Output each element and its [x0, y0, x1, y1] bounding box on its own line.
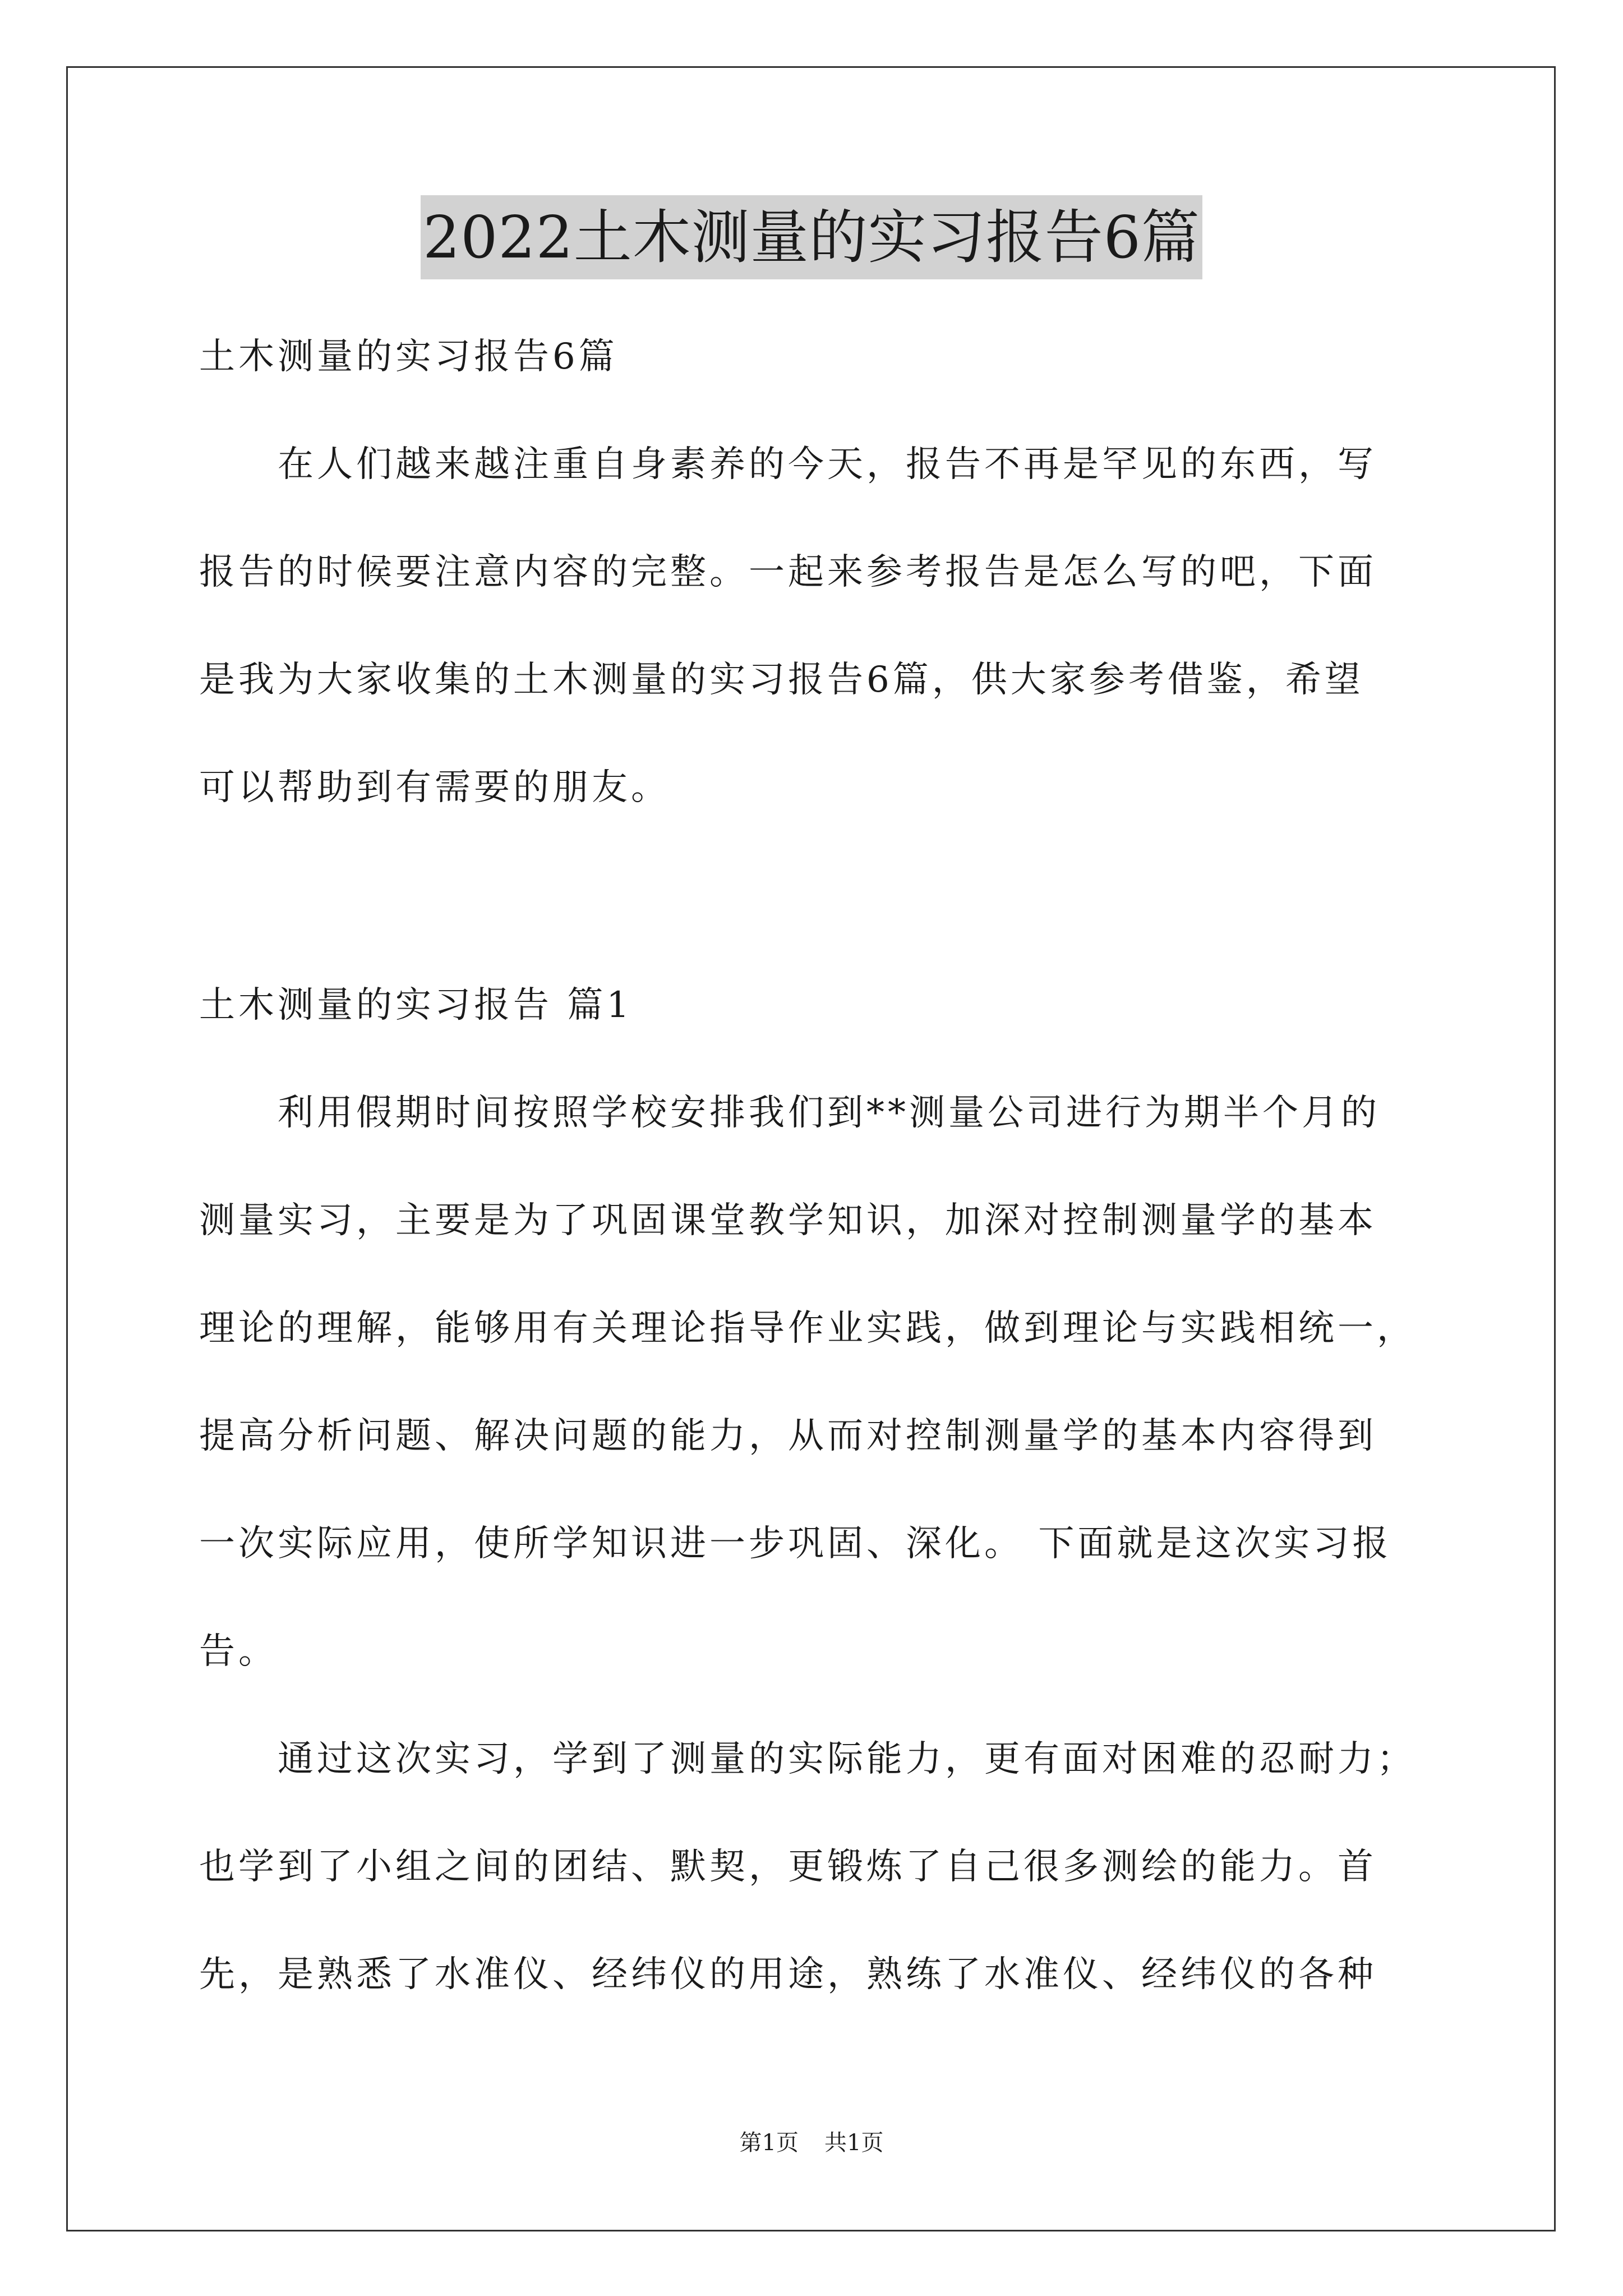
section-paragraph-2-line-1: 通过这次实习，学到了测量的实际能力，更有面对困难的忍耐力； [278, 1738, 1416, 1780]
title-wrap [0, 195, 1623, 279]
page-number: 第1页 [739, 2130, 799, 2156]
section-paragraph-1-line-5: 一次实际应用，使所学知识进一步巩固、深化。 下面就是这次实习报 [199, 1523, 1392, 1565]
page-footer [0, 2126, 1623, 2160]
section-paragraph-1-line-1: 利用假期时间按照学校安排我们到**测量公司进行为期半个月的 [278, 1092, 1380, 1134]
intro-paragraph-line-1: 在人们越来越注重自身素养的今天，报告不再是罕见的东西，写 [278, 444, 1377, 485]
section-paragraph-2-line-2: 也学到了小组之间的团结、默契，更锻炼了自己很多测绘的能力。首 [199, 1846, 1377, 1888]
section-paragraph-1-line-4: 提高分析问题、解决问题的能力，从而对控制测量学的基本内容得到 [199, 1415, 1377, 1457]
section-paragraph-1-line-6: 告。 [199, 1631, 278, 1672]
section-paragraph-1-line-2: 测量实习，主要是为了巩固课堂教学知识，加深对控制测量学的基本 [199, 1200, 1377, 1241]
intro-paragraph-line-3: 是我为大家收集的土木测量的实习报告6篇，供大家参考借鉴，希望 [199, 659, 1364, 701]
document-title: 2022土木测量的实习报告6篇 [421, 195, 1202, 279]
document-body [199, 303, 1433, 2028]
intro-paragraph-line-4: 可以帮助到有需要的朋友。 [199, 767, 670, 808]
section-paragraph-1-line-3: 理论的理解，能够用有关理论指导作业实践，做到理论与实践相统一， [199, 1308, 1416, 1349]
subtitle-line: 土木测量的实习报告6篇 [199, 336, 618, 378]
page-total: 共1页 [824, 2130, 884, 2156]
intro-paragraph-line-2: 报告的时候要注意内容的完整。一起来参考报告是怎么写的吧，下面 [199, 551, 1377, 593]
section-paragraph-2-line-3: 先，是熟悉了水准仪、经纬仪的用途，熟练了水准仪、经纬仪的各种 [199, 1954, 1377, 1995]
section-heading: 土木测量的实习报告 篇1 [199, 984, 633, 1026]
